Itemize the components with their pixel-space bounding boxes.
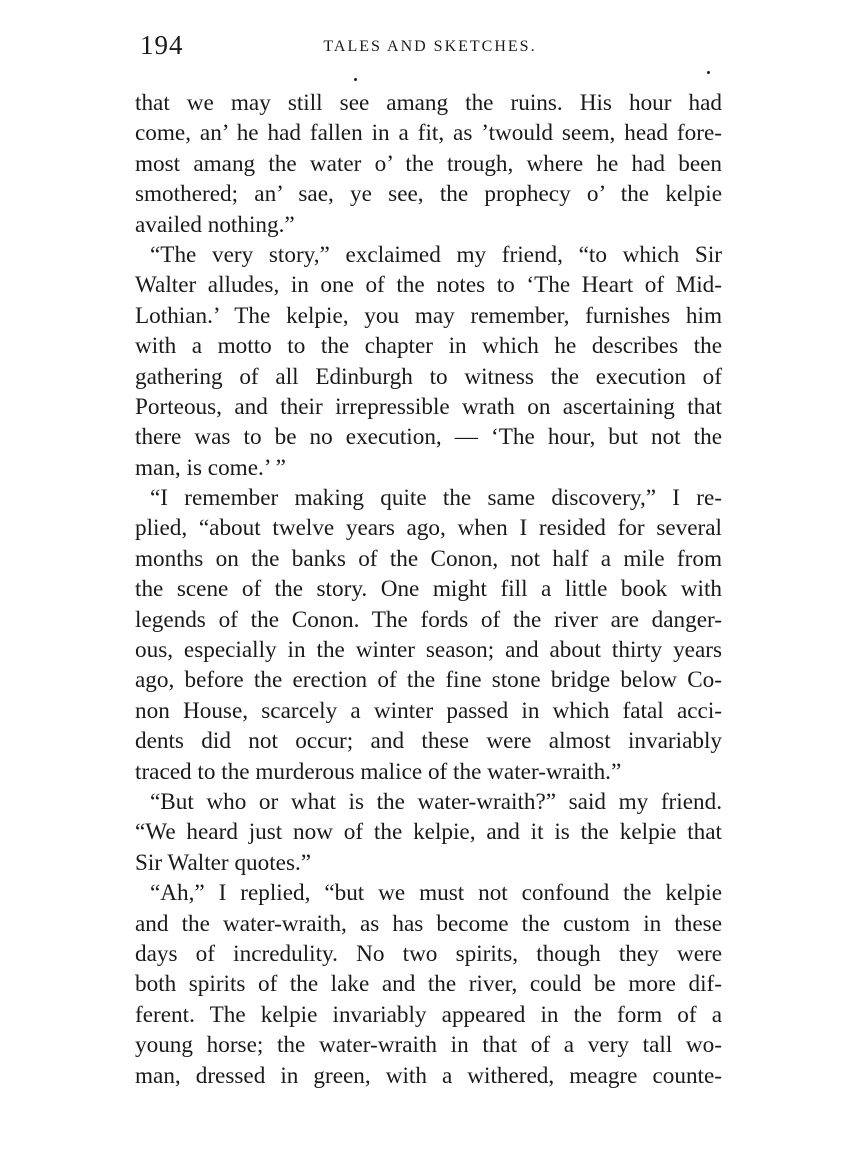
text-line: dents did not occur; and these were almost invariably — [135, 728, 722, 755]
page-number: 194 — [140, 30, 184, 60]
text-line: come, an’ he had fallen in a fit, as ’twould seem, head fore- — [135, 120, 722, 147]
text-line: both spirits of the lake and the river, could be more dif- — [135, 971, 722, 998]
text-line: most amang the water o’ the trough, where he had been — [135, 150, 722, 177]
text-line: non House, scarcely a winter passed in which fatal acci- — [135, 697, 722, 724]
text-line: ous, especially in the winter season; and about thirty years — [135, 637, 722, 664]
paragraph-first-line: “The very story,” exclaimed my friend, “to which Sir — [150, 241, 722, 268]
print-speck — [707, 71, 710, 74]
text-line: Walter alludes, in one of the notes to ‘The Heart of Mid- — [135, 272, 722, 299]
running-header — [140, 30, 720, 64]
text-line: availed nothing.” — [135, 211, 295, 238]
body-text — [135, 88, 722, 1091]
text-line: there was to be no execution, — ‘The hour, but not the — [135, 424, 722, 451]
text-line: traced to the murderous malice of the water-wraith.” — [135, 758, 622, 785]
paragraph-first-line: “I remember making quite the same discovery,” I re- — [150, 485, 722, 512]
text-line: that we may still see amang the ruins. His hour had — [135, 90, 722, 116]
text-line: the scene of the story. One might fill a little book with — [135, 576, 722, 603]
text-line: man, dressed in green, with a withered, meagre counte- — [135, 1062, 722, 1089]
text-line: plied, “about twelve years ago, when I resided for several — [135, 515, 722, 542]
text-line: months on the banks of the Conon, not half a mile from — [135, 545, 722, 572]
paragraph-first-line: “But who or what is the water-wraith?” said my friend. — [150, 788, 722, 815]
text-line: Porteous, and their irrepressible wrath on ascertaining that — [135, 393, 722, 420]
text-line: ferent. The kelpie invariably appeared in the form of a — [135, 1001, 722, 1028]
text-line: and the water-wraith, as has become the custom in these — [135, 910, 722, 937]
text-line: ago, before the erection of the fine stone bridge below Co- — [135, 667, 722, 694]
text-line: days of incredulity. No two spirits, though they were — [135, 940, 722, 967]
text-line: smothered; an’ sae, ye see, the prophecy o’ the kelpie — [135, 181, 722, 208]
text-line: man, is come.’ ” — [135, 454, 286, 481]
paragraph-first-line: “Ah,” I replied, “but we must not confound the kelpie — [150, 880, 722, 907]
text-line: Lothian.’ The kelpie, you may remember, furnishes him — [135, 302, 722, 329]
text-line: “We heard just now of the kelpie, and it is the kelpie that — [135, 819, 722, 846]
text-line: gathering of all Edinburgh to witness the execution of — [135, 363, 722, 390]
text-line: legends of the Conon. The fords of the river are danger- — [135, 606, 722, 633]
text-line: with a motto to the chapter in which he describes the — [135, 333, 722, 360]
text-line: young horse; the water-wraith in that of a very tall wo- — [135, 1032, 722, 1059]
print-speck — [354, 78, 357, 81]
text-line: Sir Walter quotes.” — [135, 849, 312, 876]
running-title: TALES AND SKETCHES. — [323, 38, 537, 55]
